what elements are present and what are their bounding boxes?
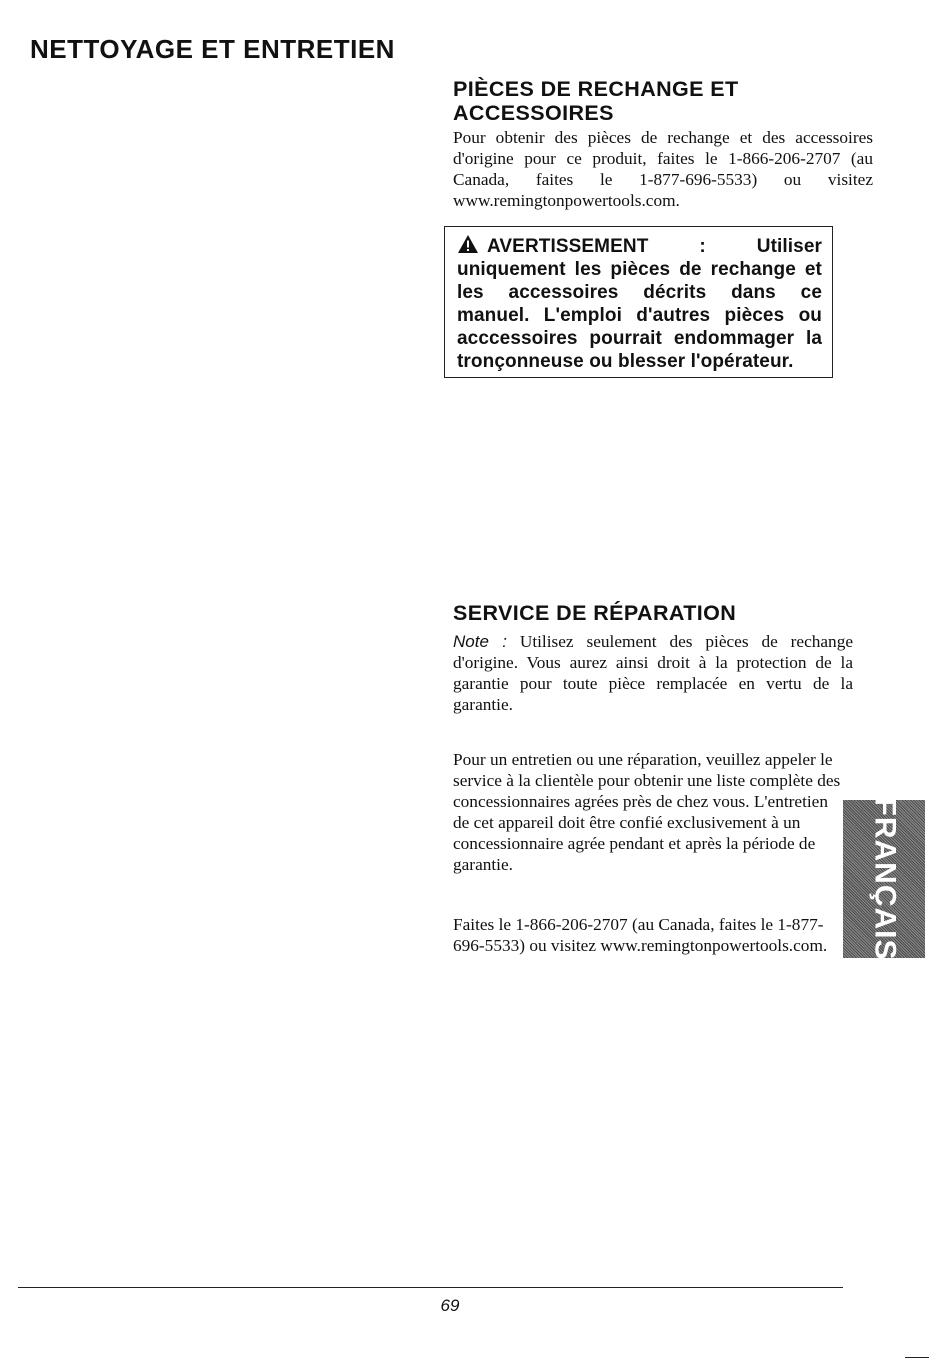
warning-triangle-icon	[457, 234, 479, 254]
service-paragraph-3: Faites le 1-866-206-2707 (au Canada, faites le 1-877-696-5533) ou visitez www.remingtonpowertools.com.	[453, 915, 828, 955]
service-paragraph-2: Pour un entretien ou une réparation, veuillez appeler le service à la clientèle pour obtenir une liste complète des concessionnaires agrées près de chez vous. L'entretien de cet appareil doit être confié exclusivement à un concessionnaire agrée pendant et après la période de garantie.	[453, 750, 841, 874]
page-number: 69	[440, 1296, 460, 1315]
warning-text: AVERTISSEMENT : Utiliser uniquement les pièces de rechange et les accessoires décrits dans ce manuel. L'emploi d'autres pièces ou acccessoires pourrait endommager la tronçonneuse ou blesser l'opérateur.	[457, 236, 822, 372]
language-tab-label: FRANÇAIS	[868, 797, 901, 961]
parts-section	[453, 77, 873, 211]
service-section	[453, 601, 853, 715]
language-tab	[843, 797, 925, 961]
warning-box	[444, 226, 833, 378]
page-title: NETTOYAGE ET ENTRETIEN	[30, 34, 395, 64]
parts-heading-line1: PIÈCES DE RECHANGE ET	[453, 77, 739, 101]
note-label: Note :	[453, 632, 507, 651]
note-text: Utilisez seulement des pièces de rechange d'origine. Vous aurez ainsi droit à la protection de la garantie pour toute pièce remplacée en vertu de la garantie.	[453, 632, 854, 714]
parts-body: Pour obtenir des pièces de rechange et des accessoires d'origine pour ce produit, faites le 1-866-206-2707 (au Canada, faites le 1-877-696-5533) ou visitez www.remingtonpowertools.com.	[453, 128, 873, 210]
corner-mark	[905, 1357, 929, 1358]
parts-heading	[453, 77, 873, 125]
footer-divider	[18, 1287, 843, 1288]
service-note	[453, 631, 853, 715]
service-heading: SERVICE DE RÉPARATION	[453, 601, 737, 625]
parts-heading-line2: ACCESSOIRES	[453, 101, 614, 125]
